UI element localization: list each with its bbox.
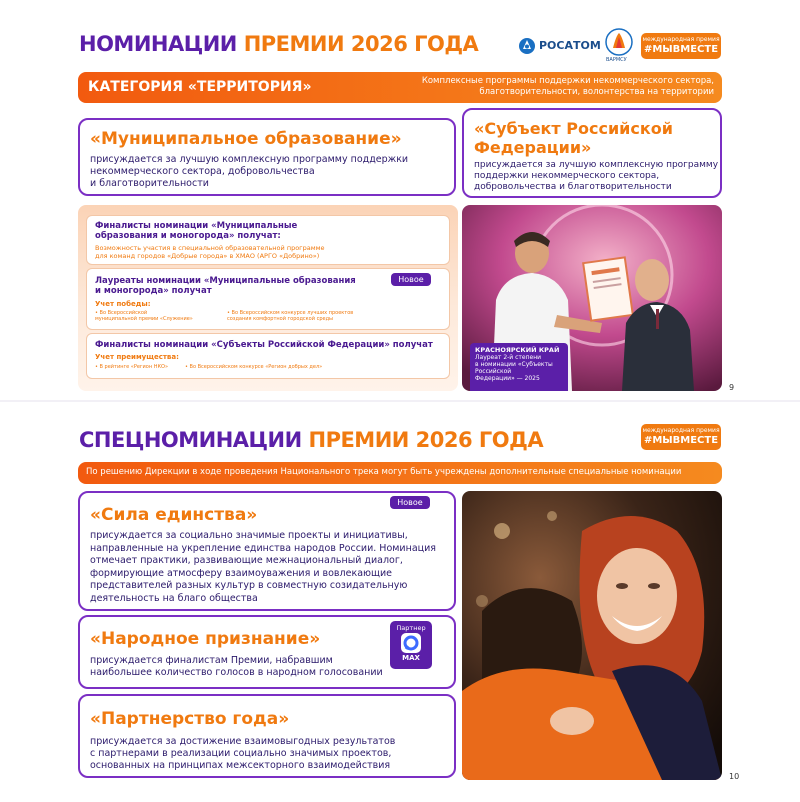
card-unity <box>78 491 456 611</box>
laureates-municipal-box <box>86 268 450 330</box>
award-photo <box>462 205 722 391</box>
finalists-subject-title: Финалисты номинации «Субъекты Российской Федерации» получат <box>95 340 433 350</box>
slide1-title <box>79 32 478 56</box>
new-badge: Новое <box>390 496 430 509</box>
title-part1: СПЕЦНОМИНАЦИИ <box>79 428 302 452</box>
benefits-panel <box>78 205 458 391</box>
partner-name: MAX <box>402 654 420 662</box>
hashtag-small: международная премия <box>642 427 720 434</box>
card-people <box>78 615 456 689</box>
card-subject-title: «Субъект Российской Федерации» <box>474 119 673 157</box>
card-unity-text: присуждается за социально значимые проекты и инициативы, направленные на укрепление единства народов России. Номинация отмечает практики, развивающие межнациональный диалог, формирующие атмосферу взаимоуважения и вовлекающие представителей разных культур в совместную созидательную деятельность на благо общества <box>90 530 436 604</box>
rosatom-text: РОСАТОМ <box>539 39 601 52</box>
slide2-title <box>79 428 543 452</box>
varmsu-logo <box>604 28 636 68</box>
hashtag-text: #МЫВМЕСТЕ <box>643 44 719 55</box>
hug-photo-image <box>462 491 722 780</box>
varmsu-text: ВАРМСУ <box>606 57 627 63</box>
card-subject <box>462 108 722 198</box>
rosatom-icon <box>518 37 536 55</box>
card-municipal-text: присуждается за лучшую комплексную программу поддержки некоммерческого сектора, добровольчества и благотворительности <box>90 154 409 189</box>
title-part2: ПРЕМИИ 2026 ГОДА <box>308 428 544 452</box>
photo-caption: КРАСНОЯРСКИЙ КРАЙ Лауреат 2-й степени в номинации «Субъекты Российской Федерации» — 2025 <box>470 343 568 391</box>
laureates-sub: Учет победы: <box>95 300 151 308</box>
hashtag-small: международная премия <box>642 36 720 43</box>
card-partnership <box>78 694 456 778</box>
category-description: Комплексные программы поддержки некоммерческого сектора, благотворительности, волонтерства на территории <box>421 76 714 97</box>
laureates-bullet-2: • Во Всероссийском конкурсе лучших проектов создания комфортной городской среды <box>227 310 354 322</box>
finalists-municipal-text: Возможность участия в специальной образовательной программе для команд городов «Добрые города» в ХМАО (АРГО «Добрино») <box>95 244 325 260</box>
hashtag-text: #МЫВМЕСТЕ <box>643 435 719 446</box>
page-number: 10 <box>729 772 740 781</box>
card-partnership-title: «Партнерство года» <box>90 709 290 729</box>
title-part2: ПРЕМИИ 2026 ГОДА <box>243 32 479 56</box>
hashtag-badge <box>641 424 721 450</box>
varmsu-icon <box>604 28 634 56</box>
category-bar <box>78 72 722 103</box>
hug-photo <box>462 491 722 780</box>
card-people-text: присуждается финалистам Премии, набравшим наибольшее количество голосов в народном голосовании <box>90 655 383 678</box>
slide-nominations <box>0 0 800 400</box>
title-part1: НОМИНАЦИИ <box>79 32 237 56</box>
finalists-subject-bullet-2: • Во Всероссийском конкурсе «Регион добрых дел» <box>185 364 323 370</box>
card-municipal <box>78 118 456 196</box>
finalists-subject-bullet-1: • В рейтинге «Регион НКО» <box>95 364 169 370</box>
card-subject-text: присуждается за лучшую комплексную программу поддержки некоммерческого сектора, добровольчества и благотворительности <box>474 160 719 192</box>
info-banner <box>78 462 722 484</box>
laureates-municipal-title: Лауреаты номинации «Муниципальные образования и моногорода» получат <box>95 276 356 296</box>
partner-badge <box>390 621 432 669</box>
rosatom-logo <box>518 36 602 56</box>
finalists-municipal-box <box>86 215 450 265</box>
hashtag-badge <box>641 33 721 59</box>
card-people-title: «Народное признание» <box>90 629 321 649</box>
slide-special-nominations <box>0 400 800 802</box>
laureates-bullet-1: • Во Всероссийской муниципальной премии «Служение» <box>95 310 193 322</box>
finalists-subject-box <box>86 333 450 379</box>
card-municipal-title: «Муниципальное образование» <box>90 129 402 149</box>
partner-label: Партнер <box>396 624 426 632</box>
new-badge: Новое <box>391 273 431 286</box>
finalists-municipal-title: Финалисты номинации «Муниципальные образования и моногорода» получат: <box>95 221 298 241</box>
finalists-subject-sub: Учет преимущества: <box>95 353 179 361</box>
info-banner-text: По решению Дирекции в ходе проведения Национального трека могут быть учреждены дополнительные специальные номинации <box>86 467 682 477</box>
max-logo-icon <box>401 633 421 653</box>
page-number: 9 <box>729 383 735 392</box>
category-label: КАТЕГОРИЯ «ТЕРРИТОРИЯ» <box>88 79 312 95</box>
card-unity-title: «Сила единства» <box>90 505 258 525</box>
card-partnership-text: присуждается за достижение взаимовыгодных результатов с партнерами в реализации социально значимых проектов, основанных на принципах межсекторного взаимодействия <box>90 736 396 771</box>
